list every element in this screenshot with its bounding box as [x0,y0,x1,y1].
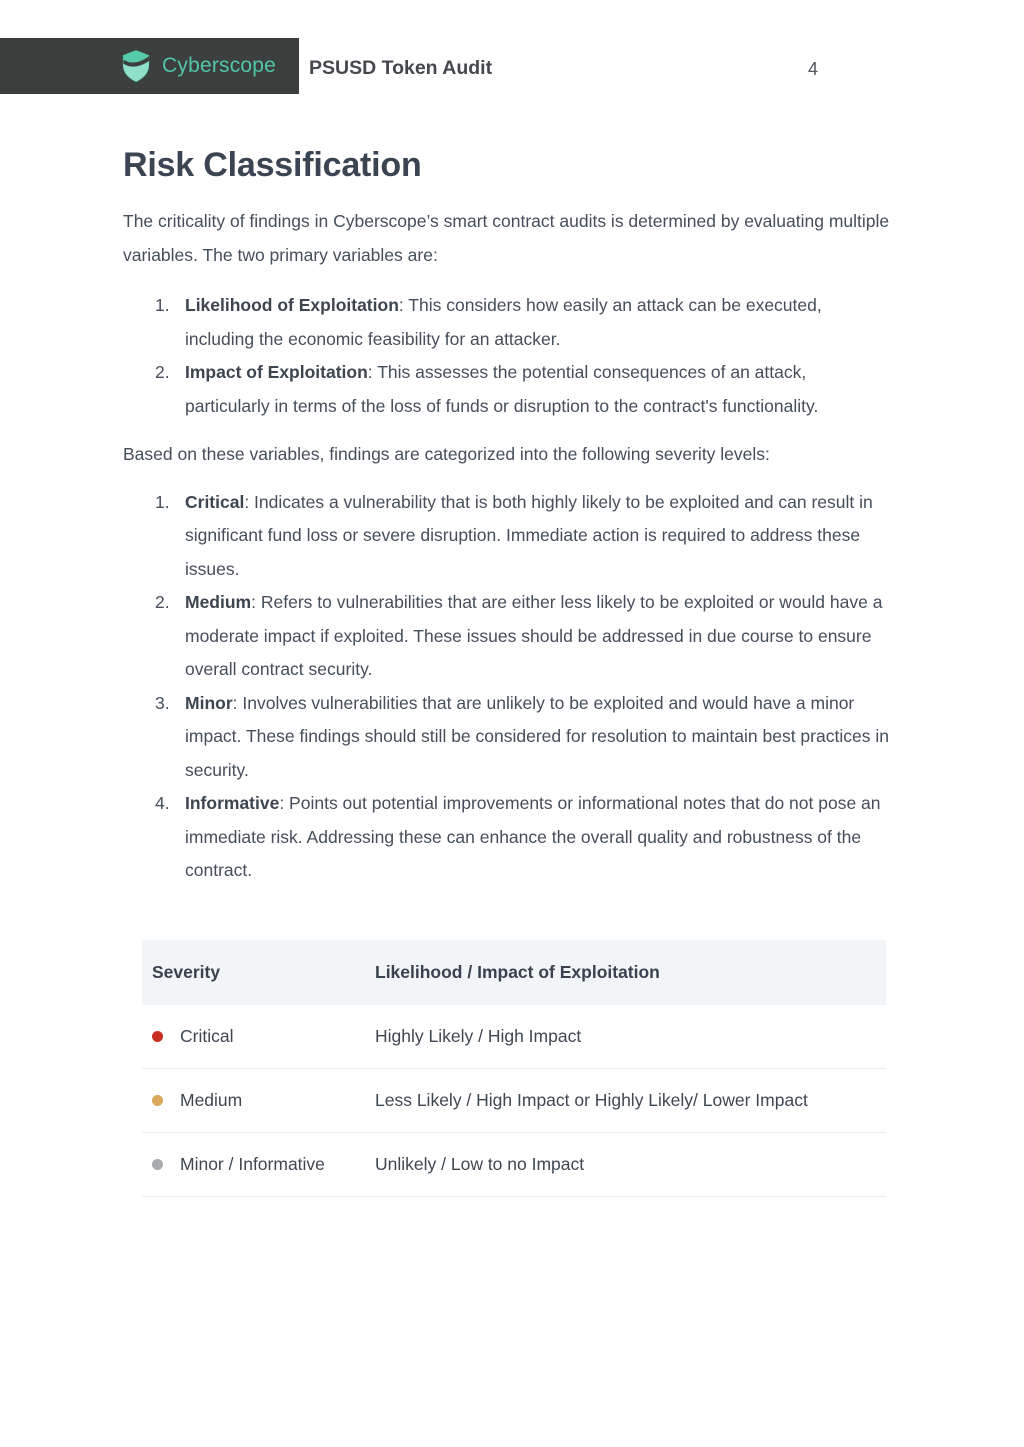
severity-label: Minor / Informative [180,1153,325,1174]
header-bar [0,38,299,94]
minor-severity-dot [152,1159,163,1170]
likelihood-value: Less Likely / High Impact or Highly Likely/ Lower Impact [375,1089,808,1110]
term-label: Informative [185,793,280,813]
term-label: Impact of Exploitation [185,362,368,382]
critical-severity-dot [152,1031,163,1042]
list-number: 1. [155,295,170,315]
severity-label: Critical [180,1025,234,1046]
medium-severity-dot [152,1095,163,1106]
likelihood-value: Unlikely / Low to no Impact [375,1153,585,1174]
page-title: Risk Classification [123,146,422,184]
list-item [123,289,895,356]
severity-intro-paragraph: Based on these variables, findings are categorized into the following severity levels: [123,444,770,464]
brand-logo [121,49,276,83]
list-item [123,687,895,788]
table-row [142,1069,886,1133]
page-number: 4 [808,59,819,79]
list-item [123,486,895,587]
brand-name: Cyberscope [162,54,277,77]
term-label: Medium [185,592,252,612]
intro-paragraph: The criticality of findings in Cyberscope’s smart contract audits is determined by evaluating multiple variables. The two primary variables are: [123,211,890,265]
term-description: : Points out potential improvements or informational notes that do not pose an immediate risk. Addressing these can enhance the overall quality and robustness of the contract. [185,793,881,880]
column-header-likelihood: Likelihood / Impact of Exploitation [375,961,660,982]
list-number: 2. [155,592,170,612]
page-content [123,146,895,1197]
document-title: PSUSD Token Audit [309,57,493,79]
severity-table [142,940,886,1197]
primary-variables-list [123,289,895,423]
list-item [123,787,895,888]
term-label: Minor [185,692,233,713]
table-row [142,1005,886,1069]
shield-icon [121,49,151,83]
list-number: 2. [155,362,170,382]
list-number: 4. [155,793,170,813]
column-header-severity: Severity [152,961,221,982]
severity-label: Medium [180,1089,243,1110]
list-number: 3. [155,692,170,713]
severity-levels-list [123,486,895,888]
likelihood-value: Highly Likely / High Impact [375,1025,582,1046]
list-item [123,356,895,423]
table-row [142,1133,886,1197]
table-header-row [142,940,886,1005]
list-item [123,586,895,687]
term-description: : Refers to vulnerabilities that are either less likely to be exploited or would have a moderate impact if exploited. These issues should be addressed in due course to ensure overall contract security. [185,592,883,679]
term-description: : This assesses the potential consequences of an attack, particularly in terms of the loss of funds or disruption to the contract's functionality. [185,362,819,416]
term-description: : This considers how easily an attack can be executed, including the economic feasibility for an attacker. [185,295,822,349]
term-description: : Indicates a vulnerability that is both highly likely to be exploited and can result in significant fund loss or severe disruption. Immediate action is required to address these issues. [185,491,873,579]
term-label: Likelihood of Exploitation [185,295,399,315]
term-label: Critical [185,491,245,512]
term-description: : Involves vulnerabilities that are unlikely to be exploited and would have a minor impact. These findings should still be considered for resolution to maintain best practices in security. [185,692,889,780]
list-number: 1. [155,491,170,512]
